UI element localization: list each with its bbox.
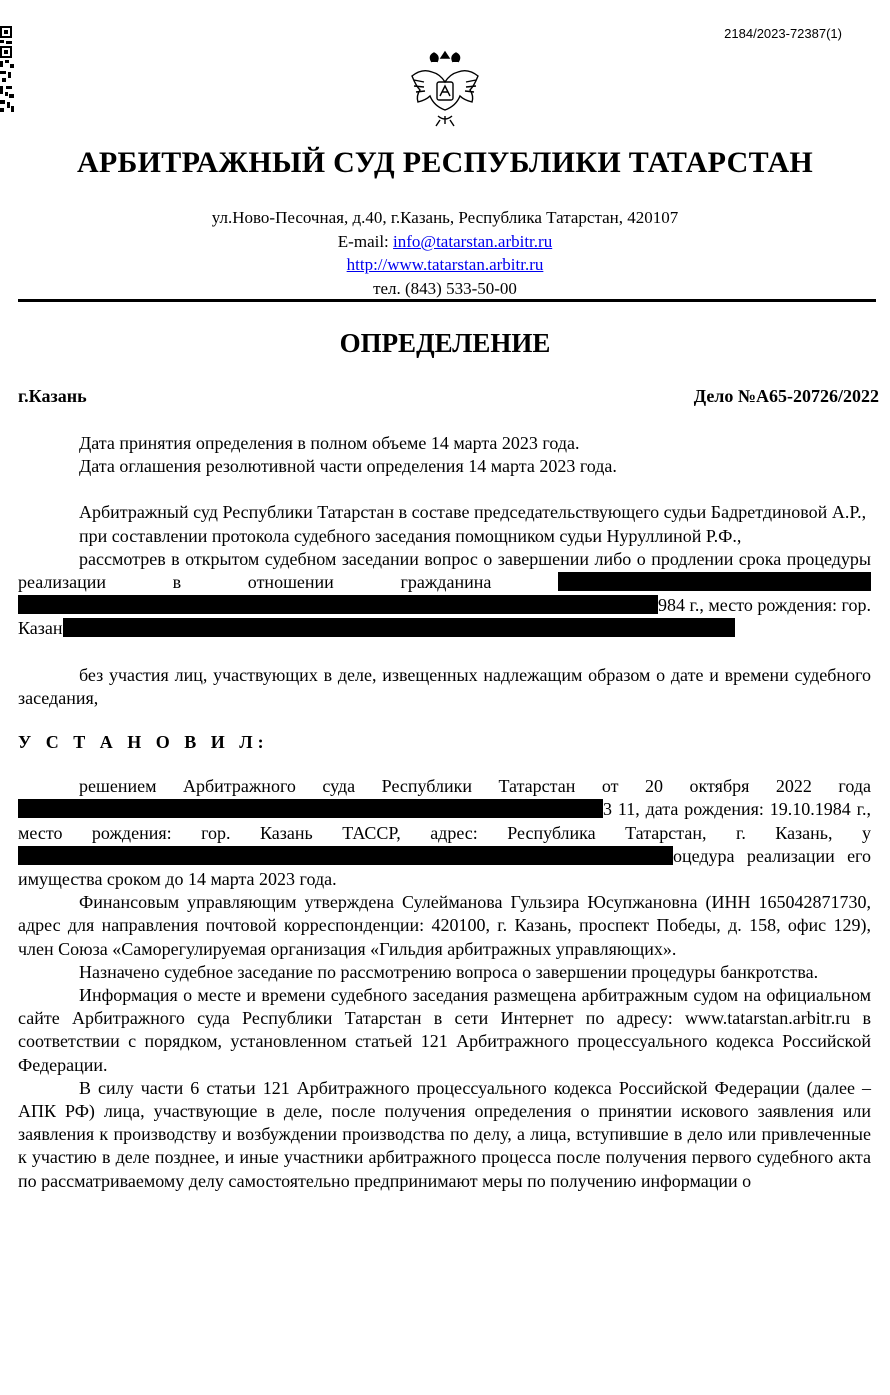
court-composition-paragraph: Арбитражный суд Республики Татарстан в составе председательствующего судьи Бадретдиновой А.Р., [79, 502, 867, 523]
consideration-text-a: рассмотрев в открытом судебном заседании вопрос о завершении либо о продлении срока процедуры реализации в отношении гражданина [18, 548, 871, 593]
decision-text-c: оцедура реализации его имущества сроком до 14 марта 2023 года. [18, 845, 871, 890]
court-name: АРБИТРАЖНЫЙ СУД РЕСПУБЛИКИ ТАТАРСТАН [76, 146, 814, 179]
document-title: ОПРЕДЕЛЕНИЕ [339, 328, 551, 358]
established-heading: У С Т А Н О В И Л: [18, 732, 269, 753]
absence-paragraph: без участия лиц, участвующих в деле, извещенных надлежащим образом о дате и времени судебного заседания, [18, 664, 871, 708]
info-text-a: Информация о месте и времени судебного заседания размещена арбитражным судом на официальном сайте Арбитражного суда Республики Татарстан в сети Интернет по адресу: [18, 985, 871, 1029]
info-text-b: в соответствии с порядком, установленном статьей 121 Арбитражного процессуального кодекса Российской Федерации. [18, 1008, 872, 1075]
document-body [18, 432, 871, 1193]
decision-text-b: 3 11, дата рождения: 19.10.1984 г., место рождения: гор. Казань ТАССР, адрес: Республика Татарстан, г. Казань, у [18, 799, 871, 843]
consideration-paragraph [18, 548, 871, 641]
part6-paragraph: В силу части 6 статьи 121 Арбитражного процессуального кодекса Российской Федерации (далее – АПК РФ) лица, участвующие в деле, после получения определения о принятии искового заявления или заявления к производству и возбуждении производства по делу, а лица, вступившие в дело или привлеченные к участию в деле позднее, и иные участники арбитражного процесса после получения первого судебного акта по рассматриваемому делу самостоятельно предпринимают меры по получению информации о [18, 1077, 871, 1191]
document-number: 2184/2023-72387(1) [724, 26, 842, 41]
phone: тел. (843) 533-50-00 [373, 278, 517, 298]
redaction-bar [18, 846, 673, 865]
info-url: www.tatarstan.arbitr.ru [684, 1008, 851, 1029]
redaction-bar [18, 595, 658, 614]
email-line [0, 230, 890, 254]
court-contacts [0, 206, 890, 300]
email-label: E-mail: [337, 231, 394, 251]
protocol-paragraph: при составлении протокола судебного заседания помощником судьи Нуруллиной Р.Ф., [79, 525, 742, 546]
date-full-paragraph: Дата принятия определения в полном объеме 14 марта 2023 года. [79, 433, 580, 453]
coat-of-arms-emblem [402, 44, 488, 130]
redaction-bar [63, 618, 735, 637]
financial-manager-paragraph: Финансовым управляющим утверждена Сулейманова Гульзира Юсупжановна (ИНН 165042871730, адрес для направления почтовой корреспонденции: 420100, г. Казань, проспект Победы, д. 158, офис 129), член Союза «Саморегулируемая организация «Гильдия арбитражных управляющих». [18, 892, 871, 959]
date-resolution-paragraph: Дата оглашения резолютивной части определения 14 марта 2023 года. [79, 456, 617, 477]
decision-text-a: решением Арбитражного суда Республики Татарстан от 20 октября 2022 года [79, 776, 871, 797]
decision-paragraph [18, 775, 871, 891]
city: г.Казань [18, 386, 87, 406]
redaction-bar [558, 572, 871, 591]
court-address: ул.Ново-Песочная, д.40, г.Казань, Республика Татарстан, 420107 [211, 208, 679, 227]
hearing-paragraph: Назначено судебное заседание по рассмотрению вопроса о завершении процедуры банкротства. [79, 961, 819, 982]
case-number: Дело №А65-20726/2022 [693, 386, 879, 406]
header-divider [18, 299, 876, 302]
email-link[interactable]: info@tatarstan.arbitr.ru [393, 231, 553, 251]
consideration-text-b: 984 г., место рождения: гор. Казан [18, 595, 871, 639]
website-line [0, 253, 890, 277]
website-link[interactable]: http://www.tatarstan.arbitr.ru [346, 255, 544, 274]
redaction-bar [18, 799, 603, 818]
info-paragraph [18, 984, 871, 1077]
qr-code [0, 26, 14, 112]
